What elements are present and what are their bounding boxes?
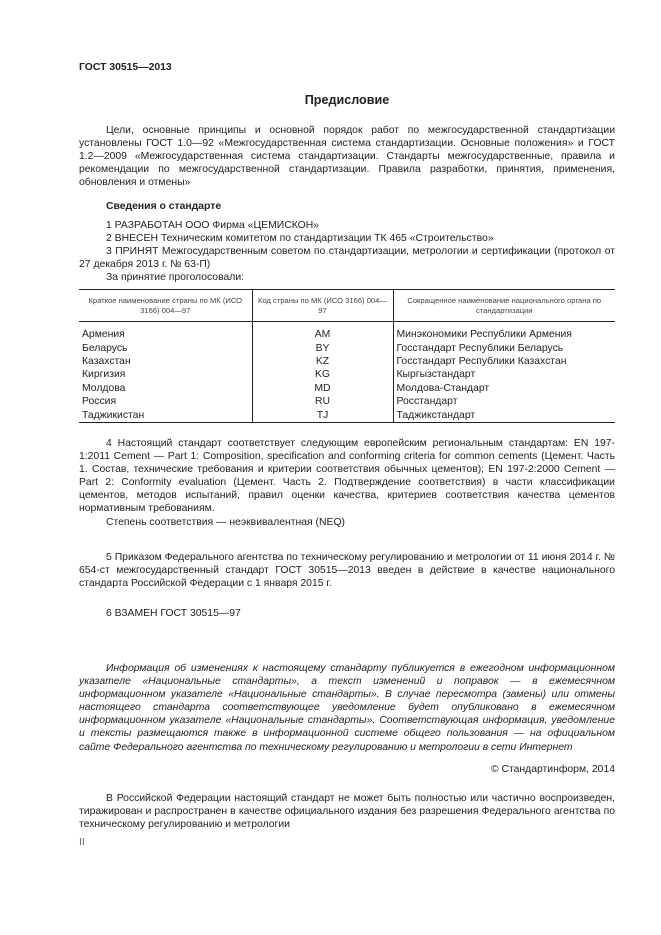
cell-country: Молдова [82, 382, 126, 394]
col-header-body: Сокращенное наименование национального органа по стандартизации [393, 290, 615, 322]
cell-country: Киргизия [82, 369, 126, 381]
cell-body: Госстандарт Республики Казахстан [393, 355, 615, 368]
col-header-code: Код страны по МК (ИСО 3166) 004—97 [252, 290, 393, 322]
cell-country: Армения [82, 329, 125, 341]
page-title: Предисловие [304, 93, 390, 108]
table-row [79, 395, 615, 408]
item-4: 4 Настоящий стандарт соответствует следующим европейским региональным стандартам: EN 197-1:2011 Cement — Part 1: Composition, specification and conforming criteria for common cements (Цемент. Часть 1. Состав, технические требования и критерии соответствия обычных цементов); EN 197-2:2000 Cement — Part 2: Conformity evaluation (Цемент. Часть 2. Подтверждение соответствия) в части классификации цементов, методов испытаний, правил оценки качества, критериев соответствия качества цементов нормативным требованиям. [79, 437, 615, 515]
voting-table [79, 289, 615, 423]
table-row [79, 382, 615, 395]
cell-code: KG [252, 368, 393, 381]
cell-body: Минэкономики Республики Армения [393, 322, 615, 342]
item-6: 6 ВЗАМЕН ГОСТ 30515—97 [106, 607, 241, 619]
copyright: © Стандартинформ, 2014 [490, 763, 615, 775]
item-3: 3 ПРИНЯТ Межгосударственным советом по стандартизации, метрологии и сертификации (протокол от 27 декабря 2013 г. № 63-П) [79, 245, 615, 270]
cell-country: Таджикистан [79, 409, 252, 423]
document-header: ГОСТ 30515—2013 [79, 62, 172, 73]
col-header-country: Краткое наименование страны по МК (ИСО 3166) 004—97 [79, 290, 252, 322]
table-row [79, 368, 615, 381]
rights-paragraph: В Российской Федерации настоящий стандарт не может быть полностью или частично воспроизведен, тиражирован и распространен в качестве официального издания без разрешения Федерального агентства по техническому регулированию и метрологии [79, 792, 615, 830]
cell-code: AM [252, 322, 393, 342]
page-number: II [79, 837, 85, 849]
intro-paragraph: Цели, основные принципы и основной порядок работ по межгосударственной стандартизации установлены ГОСТ 1.0—92 «Межгосударственная система стандартизации. Основные положения» и ГОСТ 1.2—2009 «Межгосударственная система стандартизации. Стандарты межгосударственные, правила и рекомендации по межгосударственной стандартизации. Правила разработки, принятия, применения, обновления и отмены» [79, 125, 615, 189]
cell-country: Беларусь [82, 342, 128, 354]
table-row [79, 322, 615, 342]
cell-country: Казахстан [82, 355, 131, 367]
cell-body: Госстандарт Республики Беларусь [393, 342, 615, 355]
cell-code: MD [252, 382, 393, 395]
cell-body: Кыргызстандарт [393, 368, 615, 381]
item-5: 5 Приказом Федерального агентства по техническому регулированию и метрологии от 11 июня 2014 г. № 654-ст межгосударственный стандарт ГОСТ 30515—2013 введен в действие в качестве национального стандарта Российской Федерации с 1 января 2015 г. [79, 551, 615, 589]
voted-label: За принятие проголосовали: [106, 272, 245, 284]
cell-body: Молдова-Стандарт [393, 382, 615, 395]
cell-country: Россия [82, 396, 117, 408]
cell-code: RU [252, 395, 393, 408]
item-2: 2 ВНЕСЕН Техническим комитетом по стандартизации ТК 465 «Строительство» [106, 232, 494, 244]
table-row [79, 342, 615, 355]
info-heading: Сведения о стандарте [106, 200, 222, 212]
table-row [79, 409, 615, 423]
info-items [79, 219, 615, 284]
cell-body: Таджикстандарт [393, 409, 615, 423]
cell-code: TJ [252, 409, 393, 423]
cell-code: BY [252, 342, 393, 355]
degree-of-conformity: Степень соответствия — неэквивалентная (NEQ) [106, 516, 345, 528]
item-1: 1 РАЗРАБОТАН ООО Фирма «ЦЕМИСКОН» [106, 219, 320, 231]
notice-paragraph: Информация об изменениях к настоящему стандарту публикуется в ежегодном информационном указателе «Национальные стандарты», а текст изменений и поправок — в ежемесячном информационном указателе «Национальные стандарты». В случае пересмотра (замены) или отмены настоящего стандарта соответствующее уведомление будет опубликовано в ежемесячном информационном указателе «Национальные стандарты». Соответствующая информация, уведомление и тексты размещаются также в информационной системе общего пользования — на официальном сайте Федерального агентства по техническому регулированию и метрологии в сети Интернет [79, 663, 615, 753]
cell-code: KZ [252, 355, 393, 368]
cell-body: Росстандарт [393, 395, 615, 408]
table-row [79, 355, 615, 368]
